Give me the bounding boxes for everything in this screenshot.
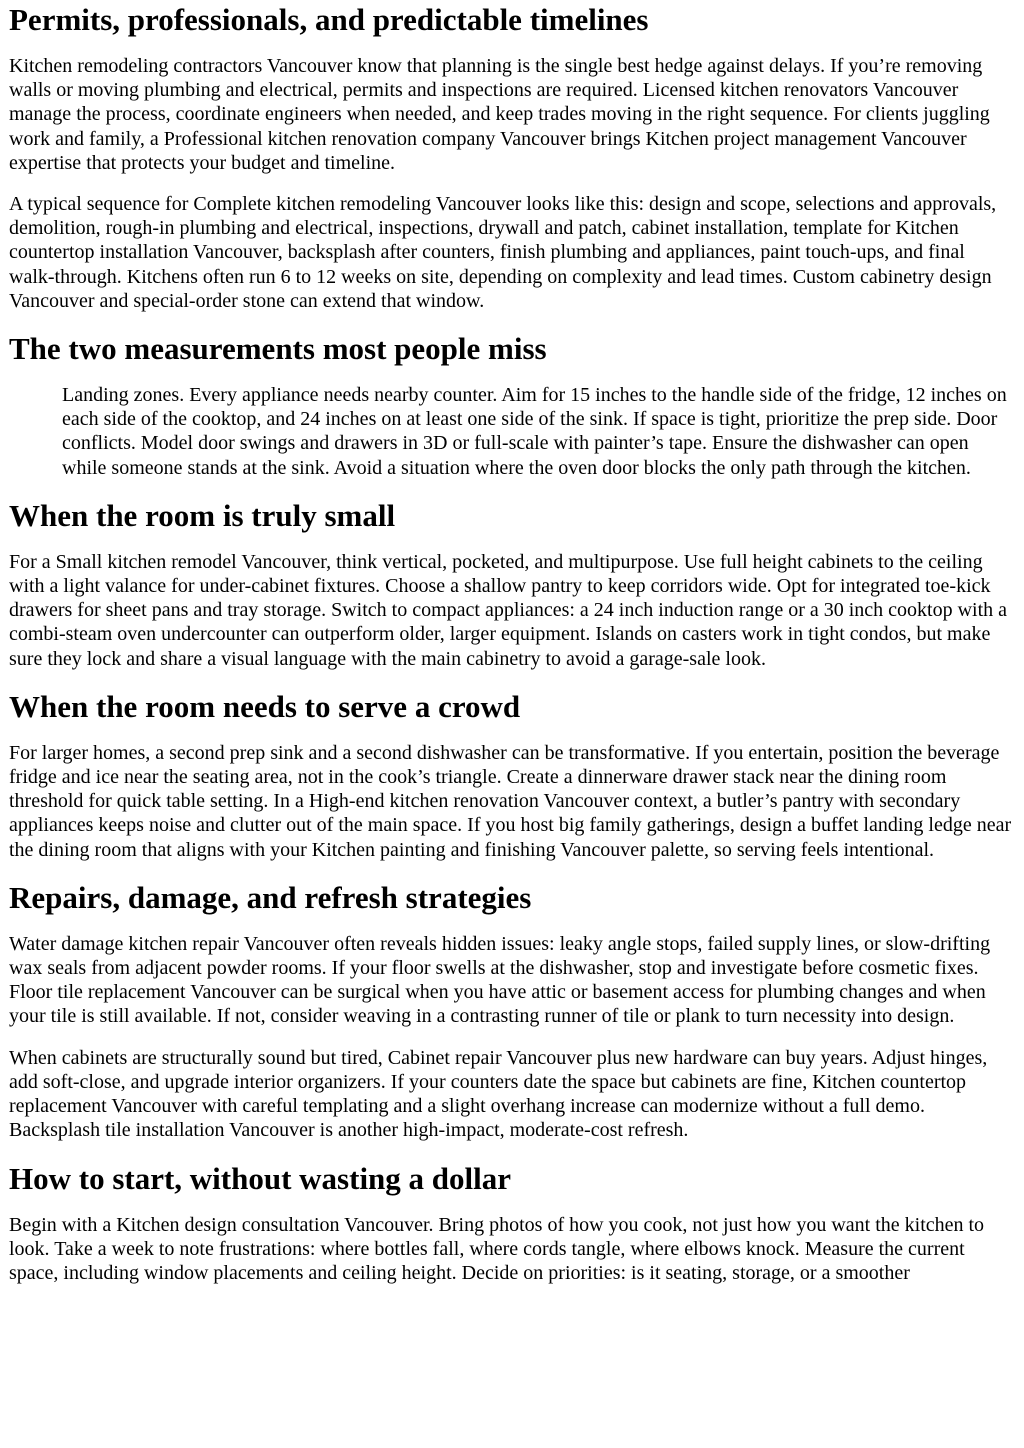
section-heading-how-to-start: How to start, without wasting a dollar bbox=[9, 1160, 512, 1196]
section-heading-repairs: Repairs, damage, and refresh strategies bbox=[9, 879, 532, 915]
paragraph-cabinet-refresh: When cabinets are structurally sound but tired, Cabinet repair Vancouver plus new hardware can buy years. Adjust hinges, add soft-close, and upgrade interior organizers. If your counters date the space but cabinets are fine, Kitchen countertop replacement Vancouver with careful templating and a slight overhang increase can modernize without a full demo. Backsplash tile installation Vancouver is another high-impact, moderate-cost refresh. bbox=[9, 1046, 988, 1142]
paragraph-water-damage: Water damage kitchen repair Vancouver often reveals hidden issues: leaky angle stops, failed supply lines, or slow-drifting wax seals from adjacent powder rooms. If your floor swells at the dishwasher, stop and investigate before cosmetic fixes. Floor tile replacement Vancouver can be surgical when you have attic or basement access for plumbing changes and when your tile is still available. If not, consider weaving in a contrasting runner of tile or plank to turn necessity into design. bbox=[9, 932, 991, 1028]
section-heading-serve-crowd: When the room needs to serve a crowd bbox=[9, 688, 521, 724]
section-heading-measurements: The two measurements most people miss bbox=[9, 331, 547, 367]
paragraph-small-room: For a Small kitchen remodel Vancouver, think vertical, pocketed, and multipurpose. Use full height cabinets to the ceiling with a light valance for under-cabinet fixtures. Choose a shallow pantry to keep corridors wide. Opt for integrated toe-kick drawers for sheet pans and tray storage. Switch to compact appliances: a 24 inch induction range or a 30 inch cooktop with a combi-steam oven undercounter can outperform older, larger equipment. Islands on casters work in tight condos, but make sure they lock and share a visual language with the main cabinetry to avoid a garage-sale look. bbox=[9, 550, 1008, 670]
page-title: Permits, professionals, and predictable timelines bbox=[9, 2, 649, 37]
paragraph-planning: Kitchen remodeling contractors Vancouver know that planning is the single best hedge against delays. If you’re removing walls or moving plumbing and electrical, permits and inspections are required. Licensed kitchen renovators Vancouver manage the process, coordinate engineers when needed, and keep trades moving in the right sequence. For clients juggling work and family, a Professional kitchen renovation company Vancouver brings Kitchen project management Vancouver expertise that protects your budget and timeline. bbox=[9, 55, 990, 174]
paragraph-sequence: A typical sequence for Complete kitchen remodeling Vancouver looks like this: design and scope, selections and approvals, demolition, rough-in plumbing and electrical, inspections, drywall and patch, cabinet installation, template for Kitchen countertop installation Vancouver, backsplash after counters, finish plumbing and appliances, paint touch-ups, and final walk-through. Kitchens often run 6 to 12 weeks on site, depending on complexity and lead times. Custom cabinetry design Vancouver and special-order stone can extend that window. bbox=[9, 193, 997, 312]
paragraph-serve-crowd: For larger homes, a second prep sink and a second dishwasher can be transformative. If you entertain, position the beverage fridge and ice near the seating area, not in the cook’s triangle. Create a dinnerware drawer stack near the dining room threshold for quick table setting. In a High-end kitchen renovation Vancouver context, a butler’s pantry with secondary appliances keeps noise and clutter out of the main space. If you host big family gatherings, design a buffet landing ledge near the dining room that aligns with your Kitchen painting and finishing Vancouver palette, so serving feels intentional. bbox=[9, 741, 1012, 861]
blockquote-landing-zones: Landing zones. Every appliance needs nearby counter. Aim for 15 inches to the handle side of the fridge, 12 inches on each side of the cooktop, and 24 inches on at least one side of the sink. If space is tight, prioritize the prep side. Door conflicts. Model door swings and drawers in 3D or full-scale with painter’s tape. Ensure the dishwasher can open while someone stands at the sink. Avoid a situation where the oven door blocks the only path through the kitchen. bbox=[62, 384, 1007, 479]
paragraph-how-to-start: Begin with a Kitchen design consultation Vancouver. Bring photos of how you cook, not just how you want the kitchen to look. Take a week to note frustrations: where bottles fall, where cords tangle, where elbows knock. Measure the current space, including window placements and ceiling height. Decide on priorities: is it seating, storage, or a smoother bbox=[9, 1213, 985, 1284]
section-heading-small-room: When the room is truly small bbox=[9, 497, 396, 533]
